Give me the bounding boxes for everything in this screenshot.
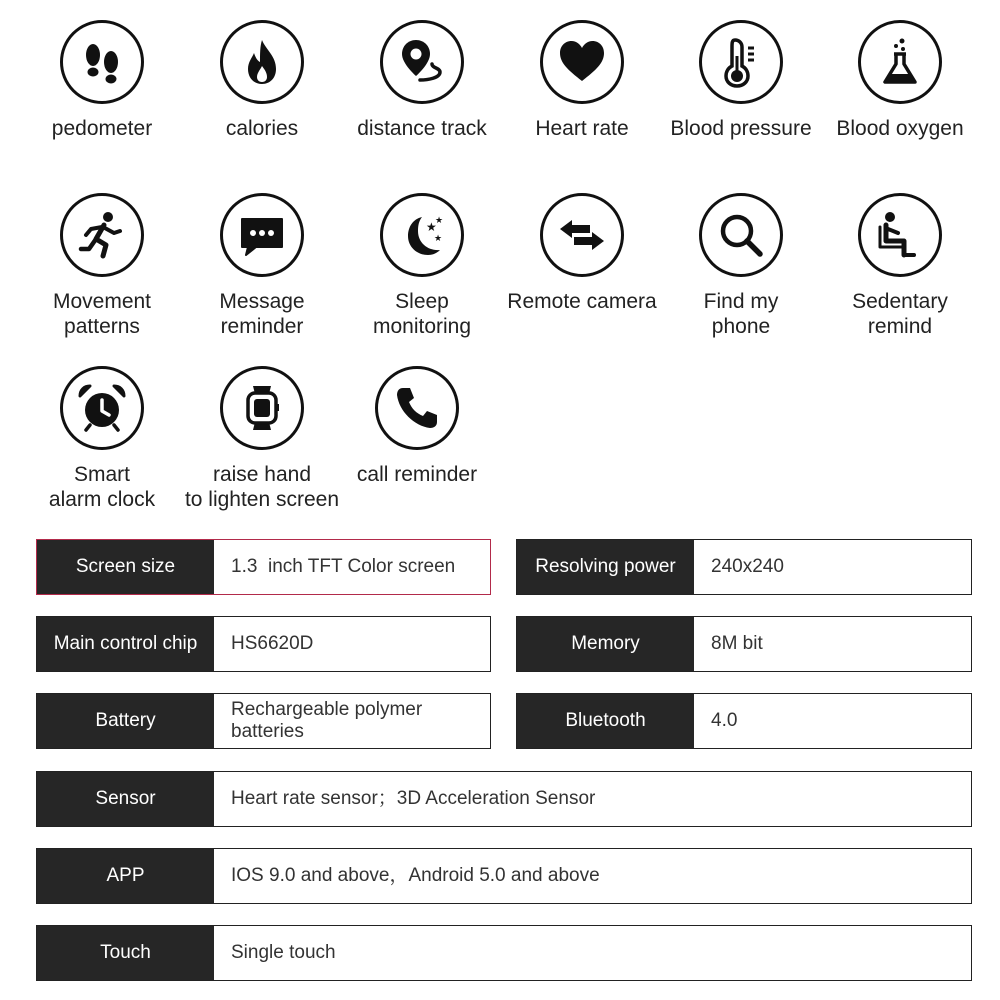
feature-icon-circle (540, 20, 624, 104)
feature-icon-circle (220, 366, 304, 450)
spec-value: 8M bit (711, 633, 763, 654)
magnifier-icon (715, 209, 767, 261)
feature-message-reminder (177, 193, 347, 339)
spec-value: 4.0 (711, 710, 738, 731)
seated-person-icon (874, 209, 926, 261)
spec-row-bluetooth (516, 693, 972, 749)
spec-value: Rechargeable polymer batteries (231, 699, 423, 742)
spec-row-resolving-power (516, 539, 972, 595)
heart-icon (556, 36, 608, 88)
feature-label: pedometer (51, 117, 153, 140)
spec-key: Battery (37, 694, 214, 748)
spec-value: Heart rate sensor；3D Acceleration Sensor (231, 788, 596, 809)
location-pin-icon (396, 36, 448, 88)
feature-find-my-phone (656, 193, 826, 339)
feature-label: calories (225, 117, 299, 140)
feature-smart-alarm-clock (17, 366, 187, 512)
flask-icon (874, 36, 926, 88)
spec-key: Main control chip (37, 617, 214, 671)
phone-icon (391, 382, 443, 434)
spec-key: Touch (37, 926, 214, 980)
feature-blood-oxygen (815, 20, 985, 141)
moon-stars-icon (396, 209, 448, 261)
feature-icon-circle (60, 366, 144, 450)
feature-icon-circle (380, 193, 464, 277)
feature-icon-circle (220, 20, 304, 104)
feature-label: distance track (357, 117, 487, 140)
feature-distance-track (337, 20, 507, 141)
feature-icon-circle (858, 20, 942, 104)
feature-icon-circle (380, 20, 464, 104)
spec-row-main-control-chip (36, 616, 491, 672)
footprints-icon (76, 36, 128, 88)
spec-row-battery (36, 693, 491, 749)
feature-label: Message reminder (219, 290, 305, 338)
feature-call-reminder (332, 366, 502, 487)
feature-calories (177, 20, 347, 141)
spec-row-app (36, 848, 972, 904)
flame-icon (236, 36, 288, 88)
feature-label: raise hand to lighten screen (184, 463, 340, 511)
feature-remote-camera (497, 193, 667, 314)
feature-raise-hand-to-lighten-screen (177, 366, 347, 512)
svg-text:★: ★ (434, 234, 443, 244)
spec-key: Resolving power (517, 540, 694, 594)
feature-label: Sleep monitoring (372, 290, 472, 338)
spec-row-touch (36, 925, 972, 981)
spec-row-screen-size (36, 539, 491, 595)
feature-label: Smart alarm clock (48, 463, 156, 511)
feature-label: Blood pressure (670, 117, 812, 140)
spec-key: Bluetooth (517, 694, 694, 748)
svg-text:★: ★ (426, 220, 437, 234)
feature-blood-pressure (656, 20, 826, 141)
feature-label: Remote camera (507, 290, 657, 313)
feature-label: Heart rate (535, 117, 629, 140)
feature-sedentary-remind (815, 193, 985, 339)
feature-icon-circle (699, 20, 783, 104)
feature-icon-circle (60, 193, 144, 277)
arrows-icon (556, 209, 608, 261)
smartwatch-icon (236, 382, 288, 434)
feature-label: Find my phone (703, 290, 779, 338)
feature-icon-circle (220, 193, 304, 277)
spec-key: Memory (517, 617, 694, 671)
spec-row-sensor (36, 771, 972, 827)
feature-label: Sedentary remind (852, 290, 948, 338)
feature-icon-circle (375, 366, 459, 450)
feature-icon-circle (540, 193, 624, 277)
spec-value: Single touch (231, 942, 336, 963)
feature-heart-rate (497, 20, 667, 141)
feature-sleep-monitoring (337, 193, 507, 339)
spec-row-memory (516, 616, 972, 672)
feature-icon-circle (858, 193, 942, 277)
spec-key: Sensor (37, 772, 214, 826)
message-bubble-icon (236, 209, 288, 261)
spec-value: HS6620D (231, 633, 314, 654)
feature-label: Movement patterns (52, 290, 152, 338)
feature-label: Blood oxygen (836, 117, 964, 140)
feature-label: call reminder (356, 463, 478, 486)
running-person-icon (76, 209, 128, 261)
spec-value: 240x240 (711, 556, 784, 577)
spec-key: Screen size (37, 540, 214, 594)
svg-text:★: ★ (435, 216, 444, 226)
feature-icon-circle (699, 193, 783, 277)
thermometer-icon (715, 36, 767, 88)
spec-value: 1.3 inch TFT Color screen (231, 556, 456, 577)
alarm-clock-icon (76, 382, 128, 434)
spec-key: APP (37, 849, 214, 903)
spec-value: IOS 9.0 and above，Android 5.0 and above (231, 865, 600, 886)
feature-movement-patterns (17, 193, 187, 339)
feature-icon-circle (60, 20, 144, 104)
feature-pedometer (17, 20, 187, 141)
